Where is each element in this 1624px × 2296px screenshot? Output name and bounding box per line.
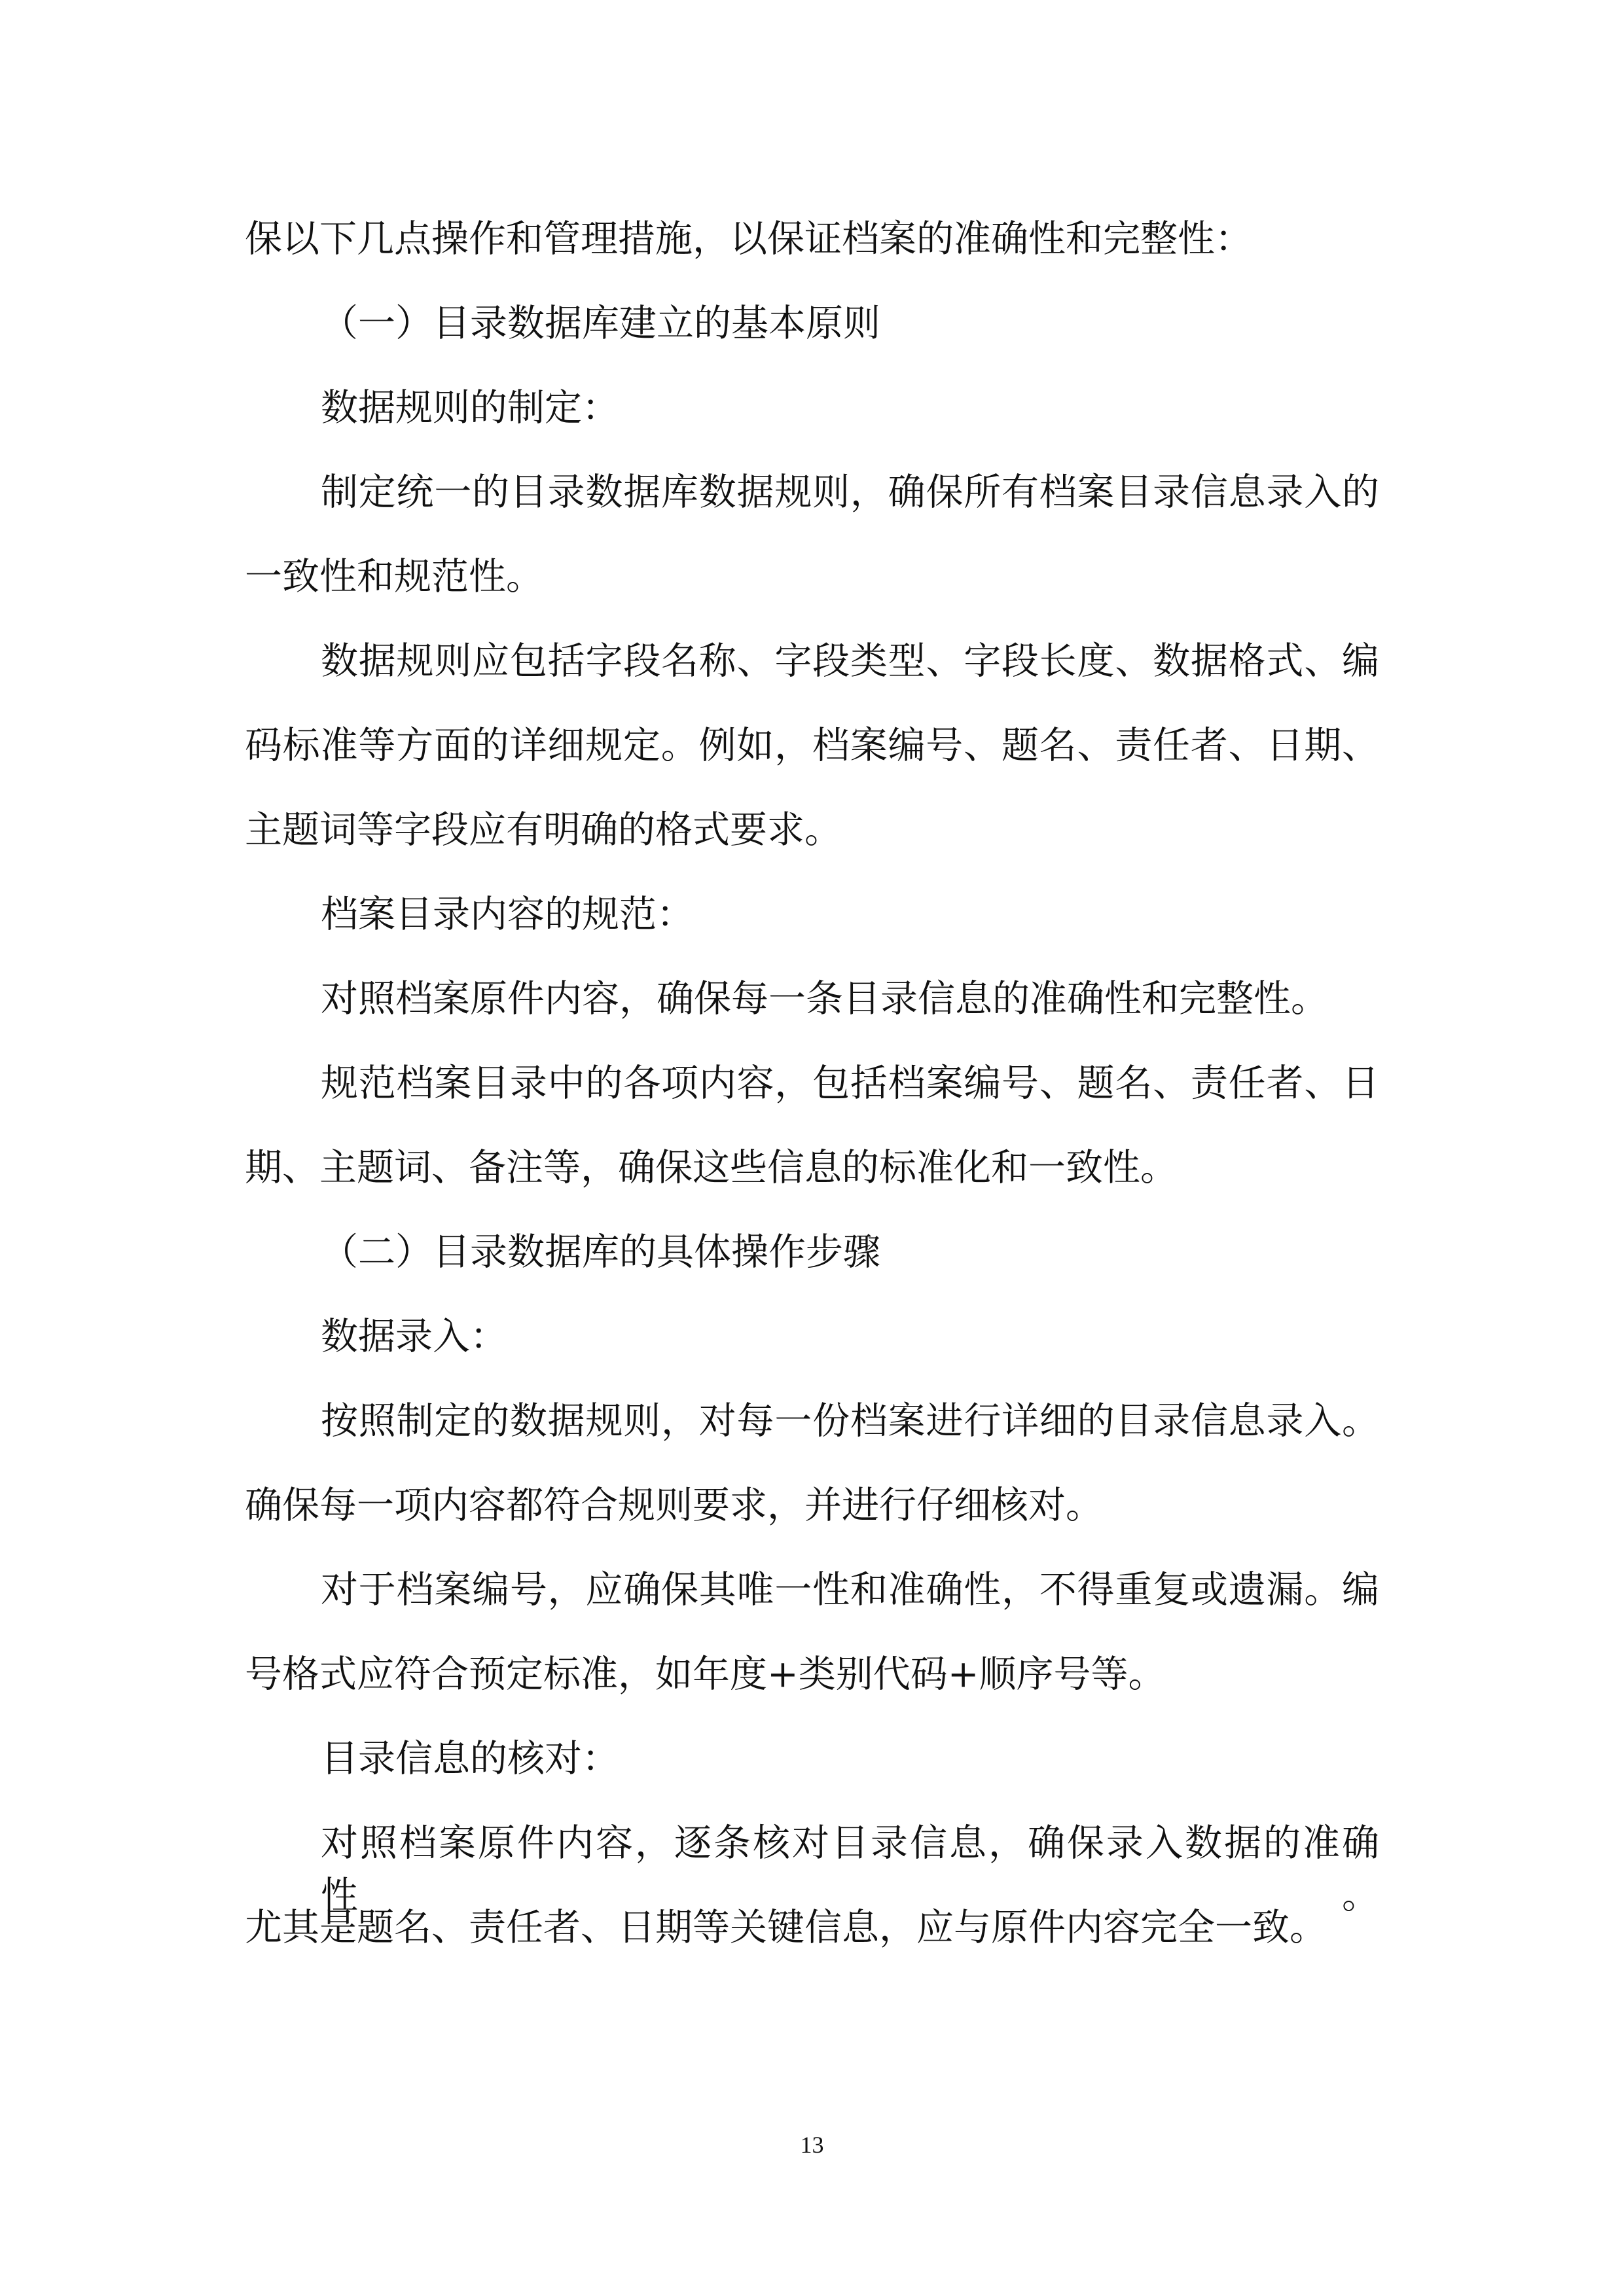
paragraph-line: 制定统一的目录数据库数据规则，确保所有档案目录信息录入的 (321, 471, 1379, 514)
paragraph-line: 对照档案原件内容，逐条核对目录信息，确保录入数据的准确性。 (321, 1821, 1379, 1917)
page-number: 13 (800, 2132, 824, 2158)
paragraph-line: 对照档案原件内容，确保每一条目录信息的准确性和完整性。 (321, 977, 1328, 1020)
paragraph-line: 主题词等字段应有明确的格式要求。 (245, 808, 842, 852)
paragraph-line: 数据规则应包括字段名称、字段类型、字段长度、数据格式、编 (321, 639, 1379, 683)
paragraph-line: 对于档案编号，应确保其唯一性和准确性，不得重复或遗漏。编 (321, 1568, 1379, 1611)
paragraph-line: 按照制定的数据规则，对每一份档案进行详细的目录信息录入。 (321, 1399, 1379, 1443)
paragraph-line: 号格式应符合预定标准，如年度+类别代码+顺序号等。 (245, 1653, 1166, 1696)
subheading: 档案目录内容的规范： (321, 893, 694, 936)
paragraph-line: 尤其是题名、责任者、日期等关键信息，应与原件内容完全一致。 (245, 1906, 1327, 1949)
subheading: 数据录入： (321, 1315, 507, 1358)
paragraph-line: 确保每一项内容都符合规则要求，并进行仔细核对。 (245, 1484, 1103, 1527)
paragraph-line: 一致性和规范性。 (245, 555, 543, 598)
section-heading: （一）目录数据库建立的基本原则 (321, 302, 880, 345)
paragraph-line: 期、主题词、备注等，确保这些信息的标准化和一致性。 (245, 1146, 1178, 1189)
section-heading: （二）目录数据库的具体操作步骤 (321, 1230, 880, 1274)
paragraph-line: 码标准等方面的详细规定。例如，档案编号、题名、责任者、日期、 (245, 724, 1379, 767)
paragraph-line: 保以下几点操作和管理措施，以保证档案的准确性和完整性： (245, 217, 1252, 260)
paragraph-line: 规范档案目录中的各项内容，包括档案编号、题名、责任者、日 (321, 1062, 1379, 1105)
subheading: 数据规则的制定： (321, 386, 619, 429)
subheading: 目录信息的核对： (321, 1737, 619, 1780)
